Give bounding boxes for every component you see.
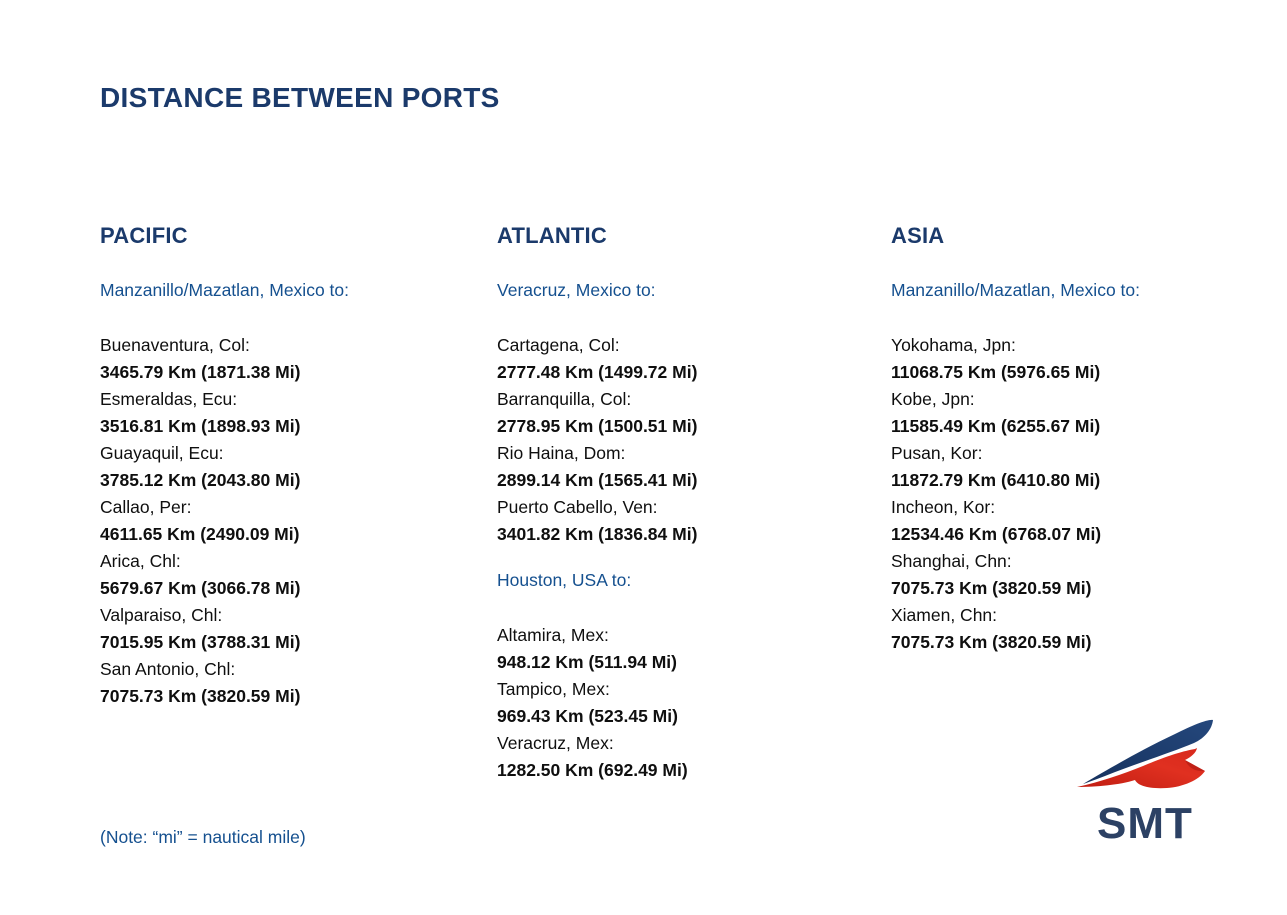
- page-title: DISTANCE BETWEEN PORTS: [100, 81, 500, 113]
- port-distance: 7075.73 Km (3820.59 Mi): [100, 686, 301, 707]
- column-sections: [100, 279, 470, 710]
- port-name: Valparaiso, Chl:: [100, 605, 223, 626]
- port-distance-list: [891, 332, 1261, 656]
- port-distance: 5679.67 Km (3066.78 Mi): [100, 578, 301, 599]
- route-origin-subtitle: Manzanillo/Mazatlan, Mexico to:: [100, 280, 349, 301]
- port-name: Cartagena, Col:: [497, 335, 620, 356]
- port-name: Xiamen, Chn:: [891, 605, 998, 626]
- column-title-atlantic: ATLANTIC: [497, 223, 607, 249]
- smt-swoosh-icon: [1075, 712, 1215, 790]
- port-name: Shanghai, Chn:: [891, 551, 1012, 572]
- port-distance: 3516.81 Km (1898.93 Mi): [100, 416, 301, 437]
- port-distance: 3401.82 Km (1836.84 Mi): [497, 524, 698, 545]
- note-text: (Note: “mi” = nautical mile): [100, 827, 306, 847]
- route-section: [891, 279, 1261, 656]
- port-distance: 7015.95 Km (3788.31 Mi): [100, 632, 301, 653]
- port-name: Puerto Cabello, Ven:: [497, 497, 658, 518]
- column-sections: [891, 279, 1261, 656]
- port-name: Rio Haina, Dom:: [497, 443, 626, 464]
- port-distance: 3465.79 Km (1871.38 Mi): [100, 362, 301, 383]
- route-origin-subtitle: Veracruz, Mexico to:: [497, 280, 656, 301]
- route-origin-subtitle: Houston, USA to:: [497, 570, 632, 591]
- port-name: Veracruz, Mex:: [497, 733, 614, 754]
- port-distance: 11068.75 Km (5976.65 Mi): [891, 362, 1101, 383]
- column-asia: [891, 205, 1261, 656]
- port-distance: 1282.50 Km (692.49 Mi): [497, 760, 688, 781]
- column-title-pacific: PACIFIC: [100, 223, 188, 249]
- port-distance: 11585.49 Km (6255.67 Mi): [891, 416, 1101, 437]
- port-distance: 7075.73 Km (3820.59 Mi): [891, 632, 1092, 653]
- port-distance: 7075.73 Km (3820.59 Mi): [891, 578, 1092, 599]
- port-name: San Antonio, Chl:: [100, 659, 236, 680]
- port-distance: 2899.14 Km (1565.41 Mi): [497, 470, 698, 491]
- port-name: Pusan, Kor:: [891, 443, 983, 464]
- route-section: [497, 569, 867, 784]
- port-distance: 2778.95 Km (1500.51 Mi): [497, 416, 698, 437]
- port-distance-list: [497, 622, 867, 784]
- column-atlantic: [497, 205, 867, 784]
- port-name: Arica, Chl:: [100, 551, 181, 572]
- smt-logo: [1075, 712, 1215, 846]
- port-name: Tampico, Mex:: [497, 679, 610, 700]
- port-distance: 12534.46 Km (6768.07 Mi): [891, 524, 1102, 545]
- port-name: Kobe, Jpn:: [891, 389, 975, 410]
- port-name: Yokohama, Jpn:: [891, 335, 1016, 356]
- port-name: Buenaventura, Col:: [100, 335, 250, 356]
- port-distance-list: [100, 332, 470, 710]
- port-distance: 11872.79 Km (6410.80 Mi): [891, 470, 1101, 491]
- column-sections: [497, 279, 867, 784]
- port-name: Altamira, Mex:: [497, 625, 609, 646]
- column-title-asia: ASIA: [891, 223, 945, 249]
- port-distance: 948.12 Km (511.94 Mi): [497, 652, 677, 673]
- port-name: Callao, Per:: [100, 497, 192, 518]
- port-distance: 4611.65 Km (2490.09 Mi): [100, 524, 300, 545]
- route-section: [100, 279, 470, 710]
- route-section: [497, 279, 867, 548]
- port-distance-list: [497, 332, 867, 548]
- port-distance: 2777.48 Km (1499.72 Mi): [497, 362, 698, 383]
- port-name: Esmeraldas, Ecu:: [100, 389, 238, 410]
- port-name: Barranquilla, Col:: [497, 389, 632, 410]
- route-origin-subtitle: Manzanillo/Mazatlan, Mexico to:: [891, 280, 1140, 301]
- port-distance: 969.43 Km (523.45 Mi): [497, 706, 678, 727]
- smt-logo-text: SMT: [1097, 799, 1193, 848]
- port-distance: 3785.12 Km (2043.80 Mi): [100, 470, 301, 491]
- column-pacific: [100, 205, 470, 710]
- port-name: Incheon, Kor:: [891, 497, 996, 518]
- port-name: Guayaquil, Ecu:: [100, 443, 224, 464]
